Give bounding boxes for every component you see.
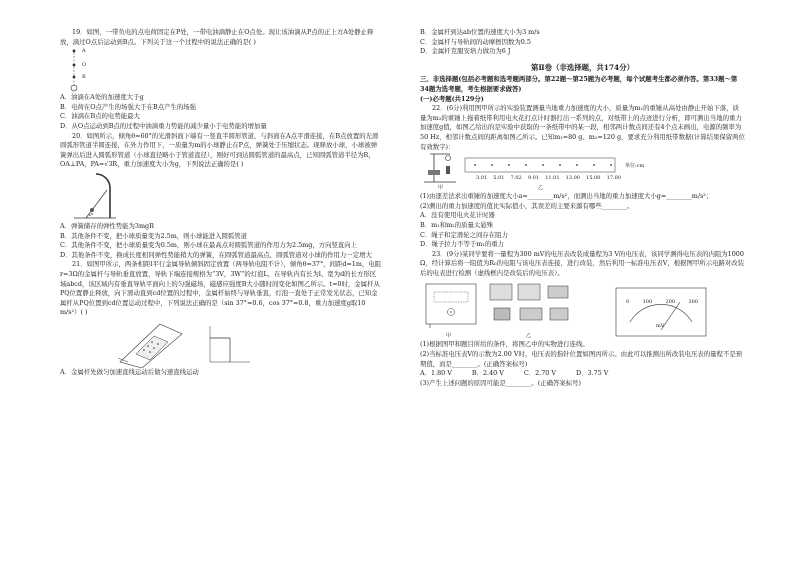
q19-option-b: B．电荷在O点产生的场强大于在B点产生的场强: [60, 102, 197, 111]
q19-option-c: C．油滴在B点的电势能最大: [60, 112, 140, 121]
q20-option-d: D．其他条件不变，换成长度相同弹性势能稍大的弹簧，在圆弧管道最高点，圆弧管道对小球的作用力一定增大: [60, 250, 372, 259]
q23-caption-a: 甲: [446, 333, 452, 340]
left-column: [60, 28, 382, 377]
q19-label-a: A: [82, 48, 86, 55]
q23-option-b: B．2.40 V: [471, 369, 504, 378]
q19-label-o: O: [82, 62, 87, 69]
q23-sub3: (3)产生上述问题的原因可能是________。(正确答案标号): [420, 378, 582, 387]
q21-option-d: D．金属杆克服安培力做功为6 J: [420, 47, 511, 56]
tape-reading: 13.00: [565, 175, 580, 182]
tape-reading: 17.00: [606, 175, 621, 182]
q22-option-a: A．没有使用电火花计时器: [420, 211, 495, 220]
q22-caption-a: 甲: [438, 185, 444, 192]
q22-diagram: [420, 152, 745, 192]
meter-tick-label: 100: [642, 299, 653, 306]
q22-tape-unit: 单位:cm: [625, 163, 645, 170]
q22-option-d: D．绳子拉力不等于m₁的重力: [420, 240, 505, 249]
q23-sub2: (2)当标准电压表V的示数为2.00 V时，电压表的指针位置如图丙所示。由此可以推测出所改装电压表的量程不是预期值，而是________。(正确答案标号): [420, 350, 743, 368]
tape-reading: 5.01: [493, 175, 505, 182]
q23-sub1: (1)根据图甲和题目所给的条件，将图乙中的实物进行连线。: [420, 340, 589, 349]
q23-option-a: A．1.80 V: [420, 369, 452, 378]
meter-tick-label: 0: [626, 299, 630, 306]
q22-sub1: (1)由逐差法求出重锤的加速度大小a=________m/s²，而测出当地的重力加速度大小g=________m/s²；: [420, 192, 713, 201]
right-column: [420, 28, 745, 388]
q23-caption-b: 乙: [526, 333, 532, 340]
q19-option-a: A．油滴在A处的加速度大于g: [60, 93, 144, 102]
q22-tape-readings: [476, 174, 621, 184]
q21-diagrams: [60, 318, 380, 368]
q21-figure: [60, 318, 382, 368]
q21-b-t-graph: [210, 326, 250, 362]
tape-reading: 7.02: [510, 175, 522, 182]
q20-stem: 20．如图所示，倾角θ=60°的光滑斜面下端有一竖直半圆形管道，与斜面在A点平滑连接，在B点放置的光滑圆弧形管道半圆连接，在外力作用下，一质量为m的小球静止在P点，弹簧处于压缩状态。现释放小球，小球被弹簧弹出后进入圆弧形管道（小球直径略小于管道直径），刚好可到达圆弧管道的最高点，已知圆弧管道半径为R，OA⊥PA，PA=√3R，重力加速度大小为g，下列说法正确的是( ): [60, 131, 379, 169]
q23-stem: 23．(9分)某同学要将一量程为300 mV的电压表改装成量程为3 V的电压表，该同学测得电压表的内阻为1000 Ω，经计算后将一阻值为R₀的电阻与该电压表连接，进行改装，然后利用一标准电压表V，根据图甲所示电路对改装后的电表进行检测（虚线框内是改装后的电压表）。: [420, 249, 745, 277]
q23-options: [420, 369, 745, 379]
q19-figure: [64, 47, 382, 93]
q22-apparatus: [424, 154, 456, 182]
meter-tick-label: 200: [665, 299, 676, 306]
q19-label-b: B: [82, 74, 86, 81]
svg-text:V: V: [449, 310, 453, 316]
q23-meter-unit: mV: [656, 323, 665, 330]
q20-option-c: C．其他条件不变，把小球质量变为0.5m，则小球在最高点对圆弧管道的作用力为2.5mg，方向竖直向上: [60, 241, 358, 250]
q19-stem: 19．如图，一带负电的点电荷固定在P处，一带电油滴静止在O点处。现让该油滴从P点的正上方A处静止释放，滴过O点后运动到B点。下列关于这一个过程中的说法正确的是( ): [60, 28, 374, 46]
q19-option-d: D．从O点运动到B点的过程中油滴重力势能的减少量小于电势能的增加量: [60, 121, 267, 130]
q23-option-c: C．2.70 V: [523, 369, 557, 378]
svg-text:–: –: [73, 86, 75, 92]
q20-figure: [66, 170, 382, 222]
q21-rail-diagram: [118, 324, 182, 368]
q22-option-c: C．绳子和定滑轮之间存在阻力: [420, 230, 508, 239]
section-2-subhead: (一)必考题(共129分): [420, 94, 484, 103]
q20-diagram: [66, 170, 126, 222]
section-2-title: 第Ⅱ卷（非选择题，共174分）: [531, 62, 634, 72]
q22-tape: [465, 158, 615, 172]
tape-reading: 11.01: [545, 175, 560, 182]
q23-diagram: [420, 278, 745, 340]
q21-stem: 21．如图甲所示，两条相距l平行金属导轨倾斜固定放置（两导轨电阻不计），倾角θ=37°，间距d=1m，电阻r=3Ω的金属杆与导轨垂直放置，导轨下端连接规格为“3V，3W”的灯泡L，在导轨内有长为l、宽为d的长方形区域abcd，该区域内有垂直导轨平面向上的匀强磁场，磁感应强度B大小随时间变化如图乙所示。t=0时，金属杆从PQ位置静止释放，向下滑动直到cd位置的过程中，金属杆始终与导轨垂直，灯泡一直处于正常发光状态，已知金属杆从PQ位置到cd位置运动过程中，下列说法正确的是（sin 37°=0.6，cos 37°=0.8，重力加速度g取10 m/s²）( ): [60, 260, 382, 317]
tape-reading: 15.00: [586, 175, 601, 182]
q22-caption-b: 乙: [538, 185, 544, 192]
q19-diagram: [64, 47, 94, 93]
q22-sub2: (2)测出的重力加速度的值比实际值小，其误差的主要来源有哪些________。: [420, 201, 634, 210]
q22-option-b: B．m₁和m₂的质量太悬殊: [420, 220, 494, 229]
q23-circuit: [426, 284, 476, 328]
meter-tick-label: 300: [688, 299, 698, 306]
section-2-intro: 三、非选择题(包括必考题和选考题两部分。第22题～第25题为必考题，每个试题考生都必须作答。第33题～第34题为选考题，考生根据要求做答): [420, 75, 738, 93]
q21-option-b: B．金属杆到达ab位置的速度大小为3 m/s: [420, 28, 540, 36]
q23-meter-scale: [626, 298, 698, 308]
tape-reading: 9.01: [527, 175, 540, 182]
q23-figure: [420, 278, 745, 340]
q21-option-a: A．金属杆先做匀加速直线运动后做匀速直线运动: [60, 367, 199, 376]
q22-stem: 22．(6分)利用图甲所示的实验装置测量当地重力加速度的大小，质量为m₁的重锤从高处由静止开始下落，质量为m₂的重锤上拖着纸带利用电火花打点计时器打出一系列的点，对纸带上的点迹进行分析，即可测出当地的重力加速度g值，如图乙给出的是实验中获取的一条纸带中的某一段，相邻两计数点间还有4个点未画出，电源的频率为50 Hz，相邻计数点间的距离如图乙所示。已知m₁=80 g、m₂=120 g，要求充分利用纸带数据(计算结果保留两位有效数字)：: [420, 104, 745, 151]
q20-option-a: A．弹簧储存的弹性势能为3mgR: [60, 221, 154, 230]
q20-option-b: B．其他条件不变，把小球质量变为2.5m，则小球能进入圆弧管道: [60, 231, 248, 240]
q22-figure: [420, 152, 745, 192]
q21-option-c: C．金属杆与导轨间的动摩擦因数为0.5: [420, 37, 531, 46]
q23-option-d: D．3.75 V: [576, 369, 609, 378]
q23-instruments: [490, 284, 568, 320]
tape-reading: 3.01: [476, 175, 488, 182]
